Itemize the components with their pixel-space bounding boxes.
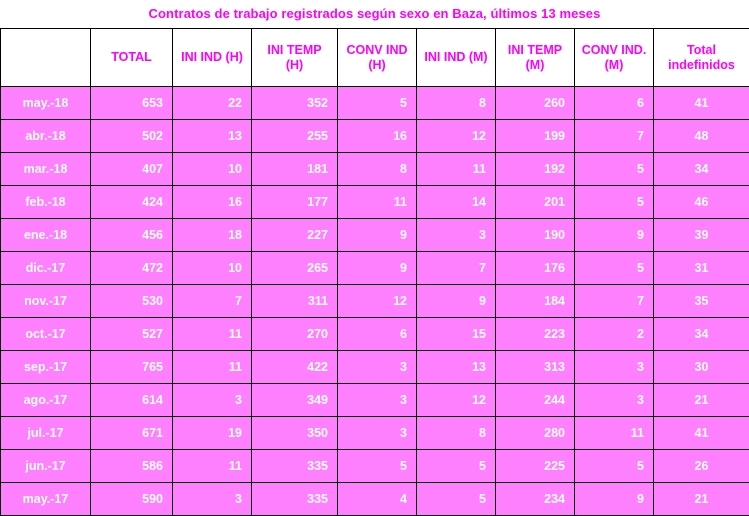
cell-ini-ind-h: 11 xyxy=(173,318,252,351)
cell-conv-ind-m: 6 xyxy=(575,87,654,120)
cell-month: jul.-17 xyxy=(1,417,91,450)
cell-month: nov.-17 xyxy=(1,285,91,318)
cell-month: mar.-18 xyxy=(1,153,91,186)
cell-conv-ind-h: 5 xyxy=(338,450,417,483)
cell-total: 586 xyxy=(91,450,173,483)
cell-ini-ind-h: 10 xyxy=(173,153,252,186)
cell-ini-ind-m: 7 xyxy=(417,252,496,285)
contracts-table xyxy=(0,28,749,516)
cell-month: jun.-17 xyxy=(1,450,91,483)
column-header-conv-ind-h: CONV IND (H) xyxy=(338,29,417,87)
cell-total: 527 xyxy=(91,318,173,351)
cell-ini-ind-m: 12 xyxy=(417,120,496,153)
cell-conv-ind-h: 12 xyxy=(338,285,417,318)
cell-ini-temp-m: 192 xyxy=(496,153,575,186)
cell-ini-ind-m: 3 xyxy=(417,219,496,252)
cell-ini-temp-m: 199 xyxy=(496,120,575,153)
cell-ini-temp-h: 227 xyxy=(252,219,338,252)
cell-ini-temp-h: 352 xyxy=(252,87,338,120)
cell-ini-ind-h: 7 xyxy=(173,285,252,318)
column-header-month xyxy=(1,29,91,87)
cell-conv-ind-h: 4 xyxy=(338,483,417,516)
cell-conv-ind-m: 9 xyxy=(575,483,654,516)
cell-conv-ind-h: 8 xyxy=(338,153,417,186)
cell-total: 424 xyxy=(91,186,173,219)
cell-conv-ind-h: 3 xyxy=(338,417,417,450)
cell-ini-temp-h: 350 xyxy=(252,417,338,450)
cell-ini-ind-h: 22 xyxy=(173,87,252,120)
cell-ini-ind-m: 8 xyxy=(417,87,496,120)
cell-ini-ind-m: 13 xyxy=(417,351,496,384)
column-header-ini-temp-m: INI TEMP (M) xyxy=(496,29,575,87)
cell-conv-ind-m: 11 xyxy=(575,417,654,450)
column-header-ini-temp-h: INI TEMP (H) xyxy=(252,29,338,87)
cell-ini-temp-h: 265 xyxy=(252,252,338,285)
table-row xyxy=(1,153,749,186)
cell-ini-temp-m: 201 xyxy=(496,186,575,219)
cell-month: may.-17 xyxy=(1,483,91,516)
cell-total: 671 xyxy=(91,417,173,450)
cell-conv-ind-m: 7 xyxy=(575,285,654,318)
cell-conv-ind-m: 3 xyxy=(575,384,654,417)
cell-ini-ind-h: 13 xyxy=(173,120,252,153)
table-row xyxy=(1,120,749,153)
cell-total: 614 xyxy=(91,384,173,417)
cell-total-indefinidos: 48 xyxy=(654,120,749,153)
cell-conv-ind-m: 5 xyxy=(575,153,654,186)
cell-ini-temp-h: 311 xyxy=(252,285,338,318)
cell-conv-ind-h: 11 xyxy=(338,186,417,219)
column-header-conv-ind-m: CONV IND. (M) xyxy=(575,29,654,87)
cell-conv-ind-h: 6 xyxy=(338,318,417,351)
cell-conv-ind-m: 5 xyxy=(575,252,654,285)
table-header-row xyxy=(1,29,749,87)
cell-conv-ind-h: 3 xyxy=(338,384,417,417)
table-body xyxy=(1,87,749,516)
column-header-ini-ind-h: INI IND (H) xyxy=(173,29,252,87)
cell-total-indefinidos: 34 xyxy=(654,153,749,186)
cell-ini-temp-h: 335 xyxy=(252,483,338,516)
cell-ini-temp-m: 280 xyxy=(496,417,575,450)
cell-ini-temp-m: 313 xyxy=(496,351,575,384)
cell-ini-temp-h: 255 xyxy=(252,120,338,153)
cell-ini-temp-m: 225 xyxy=(496,450,575,483)
cell-total-indefinidos: 41 xyxy=(654,87,749,120)
cell-ini-temp-m: 190 xyxy=(496,219,575,252)
cell-ini-ind-m: 8 xyxy=(417,417,496,450)
cell-ini-ind-h: 19 xyxy=(173,417,252,450)
cell-ini-temp-m: 244 xyxy=(496,384,575,417)
table-row xyxy=(1,186,749,219)
cell-total: 407 xyxy=(91,153,173,186)
cell-ini-ind-m: 9 xyxy=(417,285,496,318)
cell-conv-ind-h: 9 xyxy=(338,219,417,252)
column-header-ini-ind-m: INI IND (M) xyxy=(417,29,496,87)
cell-month: feb.-18 xyxy=(1,186,91,219)
cell-month: ago.-17 xyxy=(1,384,91,417)
cell-total: 472 xyxy=(91,252,173,285)
cell-ini-ind-m: 11 xyxy=(417,153,496,186)
table-row xyxy=(1,252,749,285)
cell-ini-temp-h: 349 xyxy=(252,384,338,417)
cell-ini-ind-m: 14 xyxy=(417,186,496,219)
cell-ini-temp-m: 234 xyxy=(496,483,575,516)
table-row xyxy=(1,351,749,384)
cell-total: 590 xyxy=(91,483,173,516)
table-row xyxy=(1,318,749,351)
cell-month: dic.-17 xyxy=(1,252,91,285)
table-row xyxy=(1,450,749,483)
cell-total-indefinidos: 39 xyxy=(654,219,749,252)
cell-ini-ind-h: 16 xyxy=(173,186,252,219)
cell-total-indefinidos: 31 xyxy=(654,252,749,285)
cell-ini-ind-h: 18 xyxy=(173,219,252,252)
cell-ini-temp-h: 181 xyxy=(252,153,338,186)
cell-ini-ind-h: 10 xyxy=(173,252,252,285)
column-header-total-indefinidos: Total indefinidos xyxy=(654,29,749,87)
cell-total: 530 xyxy=(91,285,173,318)
cell-month: may.-18 xyxy=(1,87,91,120)
table-row xyxy=(1,417,749,450)
table-row xyxy=(1,87,749,120)
page-title: Contratos de trabajo registrados según sexo en Baza, últimos 13 meses xyxy=(0,0,749,28)
table-row xyxy=(1,483,749,516)
cell-total-indefinidos: 21 xyxy=(654,384,749,417)
cell-ini-ind-m: 5 xyxy=(417,450,496,483)
cell-ini-ind-h: 11 xyxy=(173,450,252,483)
table-row xyxy=(1,219,749,252)
cell-conv-ind-m: 9 xyxy=(575,219,654,252)
cell-conv-ind-h: 9 xyxy=(338,252,417,285)
cell-ini-ind-h: 11 xyxy=(173,351,252,384)
cell-total-indefinidos: 26 xyxy=(654,450,749,483)
cell-ini-temp-h: 177 xyxy=(252,186,338,219)
cell-ini-temp-m: 260 xyxy=(496,87,575,120)
cell-conv-ind-m: 7 xyxy=(575,120,654,153)
cell-ini-temp-h: 335 xyxy=(252,450,338,483)
cell-ini-temp-m: 184 xyxy=(496,285,575,318)
cell-month: ene.-18 xyxy=(1,219,91,252)
cell-conv-ind-m: 5 xyxy=(575,186,654,219)
cell-total-indefinidos: 41 xyxy=(654,417,749,450)
cell-ini-temp-m: 176 xyxy=(496,252,575,285)
cell-total-indefinidos: 35 xyxy=(654,285,749,318)
table-row xyxy=(1,384,749,417)
column-header-total: TOTAL xyxy=(91,29,173,87)
cell-ini-temp-h: 270 xyxy=(252,318,338,351)
cell-month: sep.-17 xyxy=(1,351,91,384)
cell-ini-ind-m: 5 xyxy=(417,483,496,516)
cell-conv-ind-m: 3 xyxy=(575,351,654,384)
cell-total: 502 xyxy=(91,120,173,153)
cell-total: 765 xyxy=(91,351,173,384)
cell-ini-ind-h: 3 xyxy=(173,483,252,516)
cell-month: oct.-17 xyxy=(1,318,91,351)
cell-conv-ind-h: 5 xyxy=(338,87,417,120)
cell-total-indefinidos: 34 xyxy=(654,318,749,351)
cell-conv-ind-h: 3 xyxy=(338,351,417,384)
table-row xyxy=(1,285,749,318)
cell-ini-ind-m: 12 xyxy=(417,384,496,417)
cell-ini-ind-h: 3 xyxy=(173,384,252,417)
cell-ini-ind-m: 15 xyxy=(417,318,496,351)
cell-month: abr.-18 xyxy=(1,120,91,153)
cell-conv-ind-h: 16 xyxy=(338,120,417,153)
cell-conv-ind-m: 2 xyxy=(575,318,654,351)
cell-ini-temp-h: 422 xyxy=(252,351,338,384)
cell-total-indefinidos: 21 xyxy=(654,483,749,516)
cell-total: 456 xyxy=(91,219,173,252)
cell-total-indefinidos: 46 xyxy=(654,186,749,219)
cell-total-indefinidos: 30 xyxy=(654,351,749,384)
cell-conv-ind-m: 5 xyxy=(575,450,654,483)
cell-ini-temp-m: 223 xyxy=(496,318,575,351)
cell-total: 653 xyxy=(91,87,173,120)
